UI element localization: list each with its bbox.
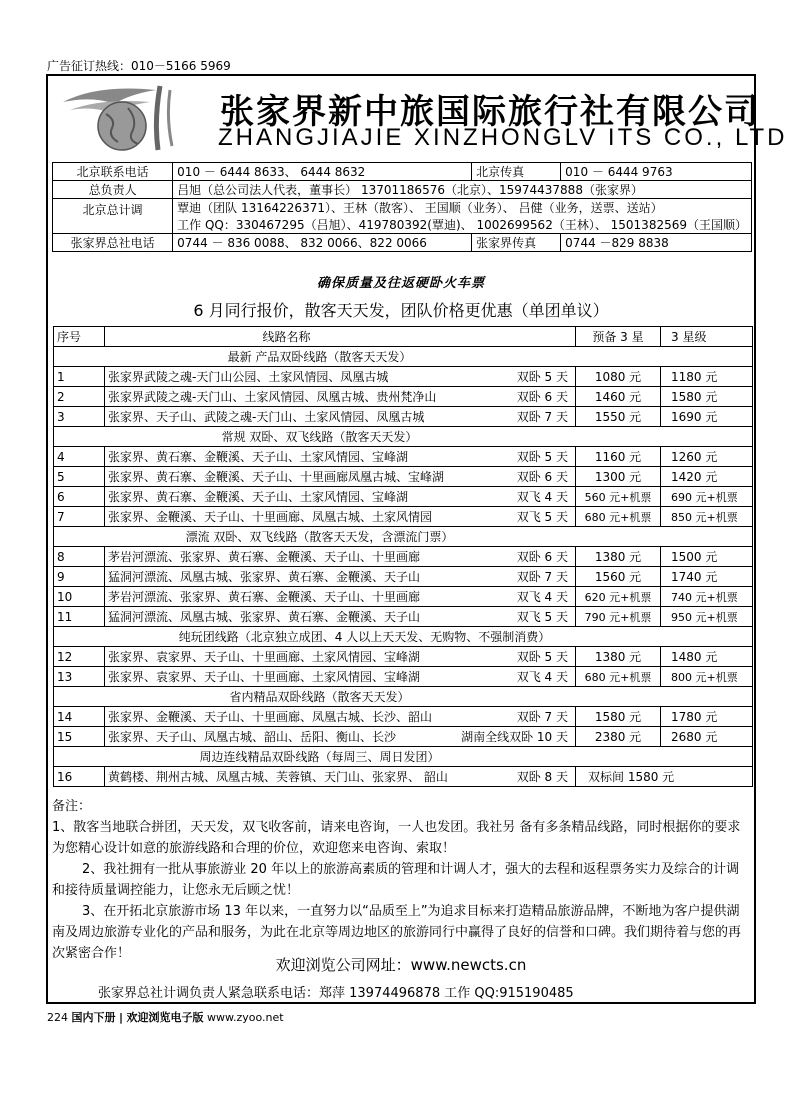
route-name: 张家界、袁家界、天子山、十里画廊、土家风情园、宝峰湖: [108, 650, 421, 664]
table-row: [54, 607, 753, 627]
route-type: 双飞 5 天: [516, 510, 568, 524]
route-type: 双卧 7 天: [516, 570, 568, 584]
route-no: 9: [54, 567, 105, 587]
table-row: [54, 567, 753, 587]
route-price-1: 1460 元: [576, 387, 661, 407]
route-price-1: 双标间 1580 元: [576, 767, 753, 787]
route-name-cell: [105, 567, 576, 587]
route-price-2: 1780 元: [661, 707, 753, 727]
route-price-2: 1690 元: [661, 407, 753, 427]
route-name: 张家界、袁家界、天子山、十里画廊、土家风情园、宝峰湖: [108, 670, 421, 684]
contact-label: 总负责人: [53, 181, 173, 199]
route-type: 双卧 6 天: [516, 470, 568, 484]
category-row: [54, 347, 753, 367]
route-type: 双卧 5 天: [516, 450, 568, 464]
route-price-1: 1160 元: [576, 447, 661, 467]
route-price-1: 790 元+机票: [576, 607, 661, 627]
route-no: 10: [54, 587, 105, 607]
route-name-cell: [105, 387, 576, 407]
route-type: 湖南全线双卧 10 天: [461, 730, 568, 744]
route-price-1: 2380 元: [576, 727, 661, 747]
contact-label: 张家界传真: [472, 234, 561, 252]
route-price-2: 1580 元: [661, 387, 753, 407]
route-no: 5: [54, 467, 105, 487]
company-title-en: ZHANGJIAJIE XINZHONGLV ITS CO., LTD: [218, 124, 788, 151]
contact-row: [53, 234, 752, 252]
category-row: [54, 687, 753, 707]
category-label: 漂流 双卧、双飞线路（散客天天发，含漂流门票）: [54, 527, 753, 547]
page-footer: [47, 1009, 284, 1025]
route-price-2: 950 元+机票: [661, 607, 753, 627]
route-price-1: 1550 元: [576, 407, 661, 427]
route-name: 张家界、金鞭溪、天子山、十里画廊、凤凰古城、土家风情园: [108, 510, 433, 524]
note-3: 3、在开拓北京旅游市场 13 年以来，一直努力以“品质至上”为追求目标来打造精品旅游品牌，不断地为客户提供湖南及周边旅游专业化的产品和服务，为此在北京等周边地区的旅游同行中赢得了良好的信誉和口碑。我们期待着与您的再次紧密合作！: [52, 904, 742, 961]
table-row: [54, 727, 753, 747]
route-name: 张家界、金鞭溪、天子山、十里画廊、凤凰古城、长沙、韶山: [108, 710, 433, 724]
category-row: [54, 747, 753, 767]
route-price-1: 1580 元: [576, 707, 661, 727]
header-price-1: 预备 3 星: [576, 327, 661, 347]
category-label: 常规 双卧、双飞线路（散客天天发）: [54, 427, 753, 447]
table-row: [54, 407, 753, 427]
route-type: 双卧 7 天: [516, 410, 568, 424]
route-no: 6: [54, 487, 105, 507]
route-name: 茅岩河漂流、张家界、黄石寨、金鞭溪、天子山、十里画廊: [108, 550, 421, 564]
contact-label: 北京联系电话: [53, 163, 173, 181]
route-name-cell: [105, 407, 576, 427]
contact-value: 010 － 6444 8633、 6444 8632: [173, 163, 472, 181]
table-row: [54, 667, 753, 687]
ad-frame: [46, 74, 788, 1004]
contact-row: [53, 181, 752, 199]
route-name-cell: [105, 507, 576, 527]
route-price-2: 2680 元: [661, 727, 753, 747]
company-title-zh: 张家界新中旅国际旅行社有限公司: [220, 92, 760, 132]
route-name-cell: [105, 767, 576, 787]
footer-url[interactable]: www.zyoo.net: [207, 1011, 284, 1024]
contact-value: 覃迪（团队 13164226371）、王林（散客）、 王国顺（业务）、 吕健（业务，送票、送站）: [173, 199, 752, 217]
route-name: 张家界、黄石寨、金鞭溪、天子山、土家风情园、宝峰湖: [108, 490, 409, 504]
table-row: [54, 547, 753, 567]
route-type: 双卧 6 天: [516, 390, 568, 404]
route-no: 15: [54, 727, 105, 747]
company-header: [48, 76, 788, 158]
route-name-cell: [105, 607, 576, 627]
route-no: 1: [54, 367, 105, 387]
table-row: [54, 367, 753, 387]
route-type: 双飞 5 天: [516, 610, 568, 624]
emergency-contact: 张家界总社计调负责人紧急联系电话：郑萍 13974496878 工作 QQ:915190485: [98, 986, 574, 1001]
route-price-1: 1380 元: [576, 647, 661, 667]
route-name: 张家界武陵之魂-天门山、土家风情园、凤凰古城、贵州梵净山: [108, 390, 437, 404]
footer-text: 欢迎浏览电子版: [126, 1011, 204, 1024]
route-no: 7: [54, 507, 105, 527]
route-price-1: 1560 元: [576, 567, 661, 587]
contact-value: 0744 － 836 0088、 832 0066、822 0066: [173, 234, 472, 252]
route-name-cell: [105, 647, 576, 667]
route-name-cell: [105, 727, 576, 747]
table-row: [54, 387, 753, 407]
route-name: 黄鹤楼、荆州古城、凤凰古城、芙蓉镇、天门山、张家界、 韶山: [108, 770, 448, 784]
route-no: 11: [54, 607, 105, 627]
contact-row: [53, 199, 752, 217]
ad-hotline: 广告征订热线：010－5166 5969: [47, 59, 231, 73]
route-no: 14: [54, 707, 105, 727]
route-price-1: 1080 元: [576, 367, 661, 387]
header-no: 序号: [54, 327, 105, 347]
route-name: 张家界武陵之魂-天门山公园、土家风情园、凤凰古城: [108, 370, 389, 384]
route-name: 张家界、天子山、凤凰古城、韶山、岳阳、衡山、长沙: [108, 730, 397, 744]
category-label: 省内精品双卧线路（散客天天发）: [54, 687, 753, 707]
note-2: 2、我社拥有一批从事旅游业 20 年以上的旅游高素质的管理和计调人才，强大的去程和返程票务实力及综合的计调和接待质量调控能力，让您永无后顾之忧！: [52, 862, 740, 898]
contact-value: 010 － 6444 9763: [561, 163, 752, 181]
route-name: 茅岩河漂流、张家界、黄石寨、金鞭溪、天子山、十里画廊: [108, 590, 421, 604]
contact-value: 吕旭（总公司法人代表，董事长） 13701186576（北京）、15974437888（张家界）: [173, 181, 752, 199]
category-label: 周边连线精品双卧线路（每周三、周日发团）: [54, 747, 753, 767]
contact-label: 北京总计调: [53, 199, 173, 234]
route-price-2: 1480 元: [661, 647, 753, 667]
route-name: 张家界、黄石寨、金鞭溪、天子山、十里画廊凤凰古城、宝峰湖: [108, 470, 445, 484]
route-type: 双飞 4 天: [516, 490, 568, 504]
route-price-1: 1300 元: [576, 467, 661, 487]
page-number: 224: [47, 1011, 68, 1024]
route-name-cell: [105, 667, 576, 687]
route-type: 双卧 5 天: [516, 650, 568, 664]
route-type: 双卧 8 天: [516, 770, 568, 784]
route-name: 张家界、黄石寨、金鞭溪、天子山、土家风情园、宝峰湖: [108, 450, 409, 464]
route-price-2: 1500 元: [661, 547, 753, 567]
category-row: [54, 427, 753, 447]
contact-table: [52, 162, 752, 252]
route-name-cell: [105, 447, 576, 467]
table-row: [54, 647, 753, 667]
route-name: 猛洞河漂流、凤凰古城、张家界、黄石寨、金鞭溪、天子山: [108, 610, 421, 624]
route-price-2: 1260 元: [661, 447, 753, 467]
route-no: 8: [54, 547, 105, 567]
category-label: 纯玩团线路（北京独立成团、4 人以上天天发、无购物、不强制消费）: [54, 627, 753, 647]
route-no: 4: [54, 447, 105, 467]
notes-title: 备注：: [52, 799, 92, 814]
route-type: 双卧 6 天: [516, 550, 568, 564]
route-type: 双飞 4 天: [516, 590, 568, 604]
table-row: [54, 767, 753, 787]
route-no: 2: [54, 387, 105, 407]
globe-bird-logo-icon: [58, 80, 188, 156]
route-name-cell: [105, 707, 576, 727]
route-name: 猛洞河漂流、凤凰古城、张家界、黄石寨、金鞭溪、天子山: [108, 570, 421, 584]
route-price-2: 1420 元: [661, 467, 753, 487]
table-row: [54, 467, 753, 487]
routes-table: [53, 326, 753, 787]
route-price-2: 690 元+机票: [661, 487, 753, 507]
route-no: 3: [54, 407, 105, 427]
footer-separator: |: [119, 1011, 124, 1024]
route-type: 双卧 5 天: [516, 370, 568, 384]
route-price-1: 1380 元: [576, 547, 661, 567]
table-row: [54, 487, 753, 507]
contact-row: [53, 163, 752, 181]
contact-value: 0744 －829 8838: [561, 234, 752, 252]
route-name-cell: [105, 487, 576, 507]
route-no: 16: [54, 767, 105, 787]
route-price-2: 740 元+机票: [661, 587, 753, 607]
route-price-2: 1740 元: [661, 567, 753, 587]
route-name-cell: [105, 467, 576, 487]
header-price-2: 3 星级: [661, 327, 753, 347]
category-label: 最新 产品双卧线路（散客天天发）: [54, 347, 753, 367]
route-name: 张家界、天子山、武陵之魂-天门山、土家风情园、凤凰古城: [108, 410, 425, 424]
route-name-cell: [105, 367, 576, 387]
route-price-2: 1180 元: [661, 367, 753, 387]
slogan: 确保质量及往返硬卧火车票: [316, 276, 485, 291]
table-row: [54, 707, 753, 727]
route-name-cell: [105, 587, 576, 607]
route-no: 13: [54, 667, 105, 687]
route-name-cell: [105, 547, 576, 567]
contact-label: 张家界总社电话: [53, 234, 173, 252]
contact-value: 工作 QQ：330467295（吕旭）、419780392(覃迪)、 1002699562（王林）、 1501382569（王国顺）: [173, 216, 752, 234]
route-price-1: 680 元+机票: [576, 667, 661, 687]
route-price-1: 680 元+机票: [576, 507, 661, 527]
category-row: [54, 527, 753, 547]
route-type: 双卧 7 天: [516, 710, 568, 724]
header-route: 线路名称: [105, 327, 576, 347]
route-no: 12: [54, 647, 105, 667]
website-line: 欢迎浏览公司网址：www.newcts.cn: [275, 956, 527, 974]
notes: [52, 796, 748, 964]
table-row: [54, 447, 753, 467]
price-title: 6 月同行报价，散客天天发，团队价格更优惠（单团单议）: [193, 301, 609, 320]
route-price-1: 560 元+机票: [576, 487, 661, 507]
table-header: [54, 327, 753, 347]
route-price-2: 800 元+机票: [661, 667, 753, 687]
route-price-1: 620 元+机票: [576, 587, 661, 607]
note-1: 1、散客当地联合拼团，天天发，双飞收客前，请来电咨询，一人也发团。我社另 备有多条精品线路，同时根据你的要求为您精心设计如意的旅游线路和合理的价位，欢迎您来电咨询、索取！: [52, 820, 741, 856]
contact-label: 北京传真: [472, 163, 561, 181]
category-row: [54, 627, 753, 647]
footer-section: 国内下册: [71, 1011, 116, 1024]
route-type: 双飞 4 天: [516, 670, 568, 684]
route-price-2: 850 元+机票: [661, 507, 753, 527]
table-row: [54, 587, 753, 607]
table-row: [54, 507, 753, 527]
